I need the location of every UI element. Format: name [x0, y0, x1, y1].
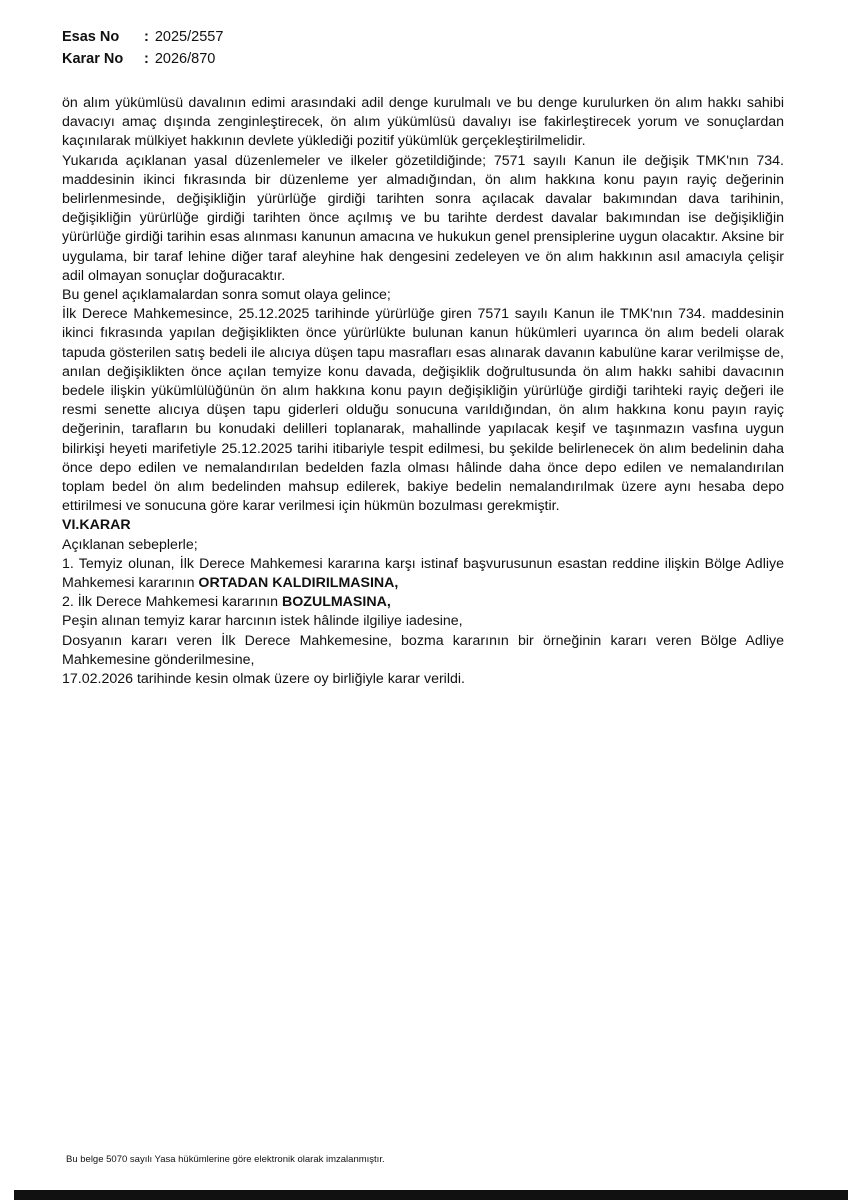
- ruling-item-1-text: 1. Temyiz olunan, İlk Derece Mahkemesi kararına karşı istinaf başvurusunun esastan reddine ilişkin Bölge Adliye Mahkemesi kararının: [62, 555, 784, 592]
- paragraph-yasal-duzenlemeler: Yukarıda açıklanan yasal düzenlemeler ve ilkeler gözetildiğinde; 7571 sayılı Kanun ile değişik TMK'nın 734. maddesinin ikinci fıkrasında bir düzenleme yer almadığından, ön alım hakkına konu payın rayiç değerinin belirlenmesinde, değişikliğin yürürlüğe girdiği tarihten sonra açılacak davalar bakımından dava tarihinin, değişikliğin yürürlüğe girdiği tarihten önce açılmış ve bu tarihte derdest davalar bakımından ise değişikliğin yürürlüğe girdiği tarihin esas alınması kanunun amacına ve hukukun genel prensiplerine uygun olacaktır. Aksine bir uygulama, bir taraf lehine diğer taraf aleyhine hak dengesini zedeleyen ve ön alım hakkının asıl amacıyla çelişir adil olmayan sonuçlar doğuracaktır.: [62, 152, 784, 284]
- esas-colon: :: [144, 29, 149, 45]
- paragraph-ilk-derece: İlk Derece Mahkemesince, 25.12.2025 tarihinde yürürlüğe giren 7571 sayılı Kanun ile TMK'nın 734. maddesinin ikinci fıkrasında yapılan değişiklikten önce yürürlükte bulunan kanun hükümleri uyarınca ön alım bedeli olarak tapuda gösterilen satış bedeli ile alıcıya düşen tapu masrafları esas alınarak davanın kabulüne karar verilmişse de, anılan değişiklikten önce açılan temyize konu davada, değişiklik doğrultusunda ön alım hakkı sahibi davacının bedele ilişkin yükümlülüğünün ön alım hakkına konu payın değişikliğin yürürlüğe girdiği tarihteki rayiç değeri ile resmi senette alıcıya düşen tapu giderleri olduğu sonucuna varıldığından, ön alım hakkına konu payın rayiç değerinin, tarafların bu konudaki delilleri toplanarak, mahallinde yapılacak keşif ve taşınmazın vasfına uygun bilirkişi heyeti marifetiyle 25.12.2025 tarihi itibariyle tespit edilmesi, bu şekilde belirlenecek ön alım bedelinin daha önce depo edilen ve nemalandırılan bedelden fazla olması hâlinde daha önce depo edilen ve nemalandırılan toplam bedel ön alım bedelinden mahsup edilerek, bakiye bedelin nemalandırılmak üzere aynı hesaba depo ettirilmesi ve sonucuna göre karar verilmesi için hükmün bozulması gerekmiştir.: [62, 306, 784, 515]
- paragraph-somut-olay-intro: Bu genel açıklamalardan sonra somut olaya gelince;: [62, 287, 391, 304]
- paragraph-harc-iade: Peşin alınan temyiz karar harcının istek hâlinde ilgiliye iadesine,: [62, 613, 463, 630]
- karar-colon: :: [144, 51, 149, 67]
- esas-label: Esas No: [62, 29, 120, 45]
- bottom-edge-gap: [0, 1190, 14, 1200]
- ruling-item-1: [62, 555, 784, 593]
- karar-row: [62, 48, 223, 70]
- esas-row: [62, 26, 223, 48]
- footer-note: Bu belge 5070 sayılı Yasa hükümlerine göre elektronik olarak imzalanmıştır.: [66, 1154, 385, 1165]
- section-heading-karar: VI.KARAR: [62, 517, 131, 534]
- karar-label: Karar No: [62, 51, 124, 67]
- document-body: [62, 94, 784, 689]
- karar-value: 2026/870: [154, 51, 216, 67]
- paragraph-karar-tarihi: 17.02.2026 tarihinde kesin olmak üzere oy birliğiyle karar verildi.: [62, 671, 465, 688]
- paragraph-dosya-gonderim: Dosyanın kararı veren İlk Derece Mahkemesine, bozma kararının bir örneğinin kararı veren Bölge Adliye Mahkemesine gönderilmesine,: [62, 632, 784, 668]
- paragraph-sebepler: Açıklanan sebeplerle;: [62, 536, 198, 553]
- bottom-edge-bar: [0, 1190, 848, 1200]
- paragraph-adil-denge: ön alım yükümlüsü davalının edimi arasındaki adil denge kurulmalı ve bu denge kurulurken ön alım hakkı sahibi davacıyı amaç dışında zenginleştirecek, ön alım yükümlüsü davalıyı ise fakirleştirecek yorum ve sonuçlardan kaçınılarak mülkiyet hakkının devlete yüklediği pozitif yükümlük gerçekleştirilmelidir.: [62, 95, 784, 150]
- case-header: [62, 26, 223, 70]
- esas-value: 2025/2557: [154, 29, 224, 45]
- ruling-item-2: [62, 593, 784, 612]
- ruling-item-1-bold: ORTADAN KALDIRILMASINA,: [198, 575, 399, 592]
- ruling-item-2-text: 2. İlk Derece Mahkemesi kararının: [62, 594, 282, 611]
- ruling-item-2-bold: BOZULMASINA,: [282, 594, 391, 611]
